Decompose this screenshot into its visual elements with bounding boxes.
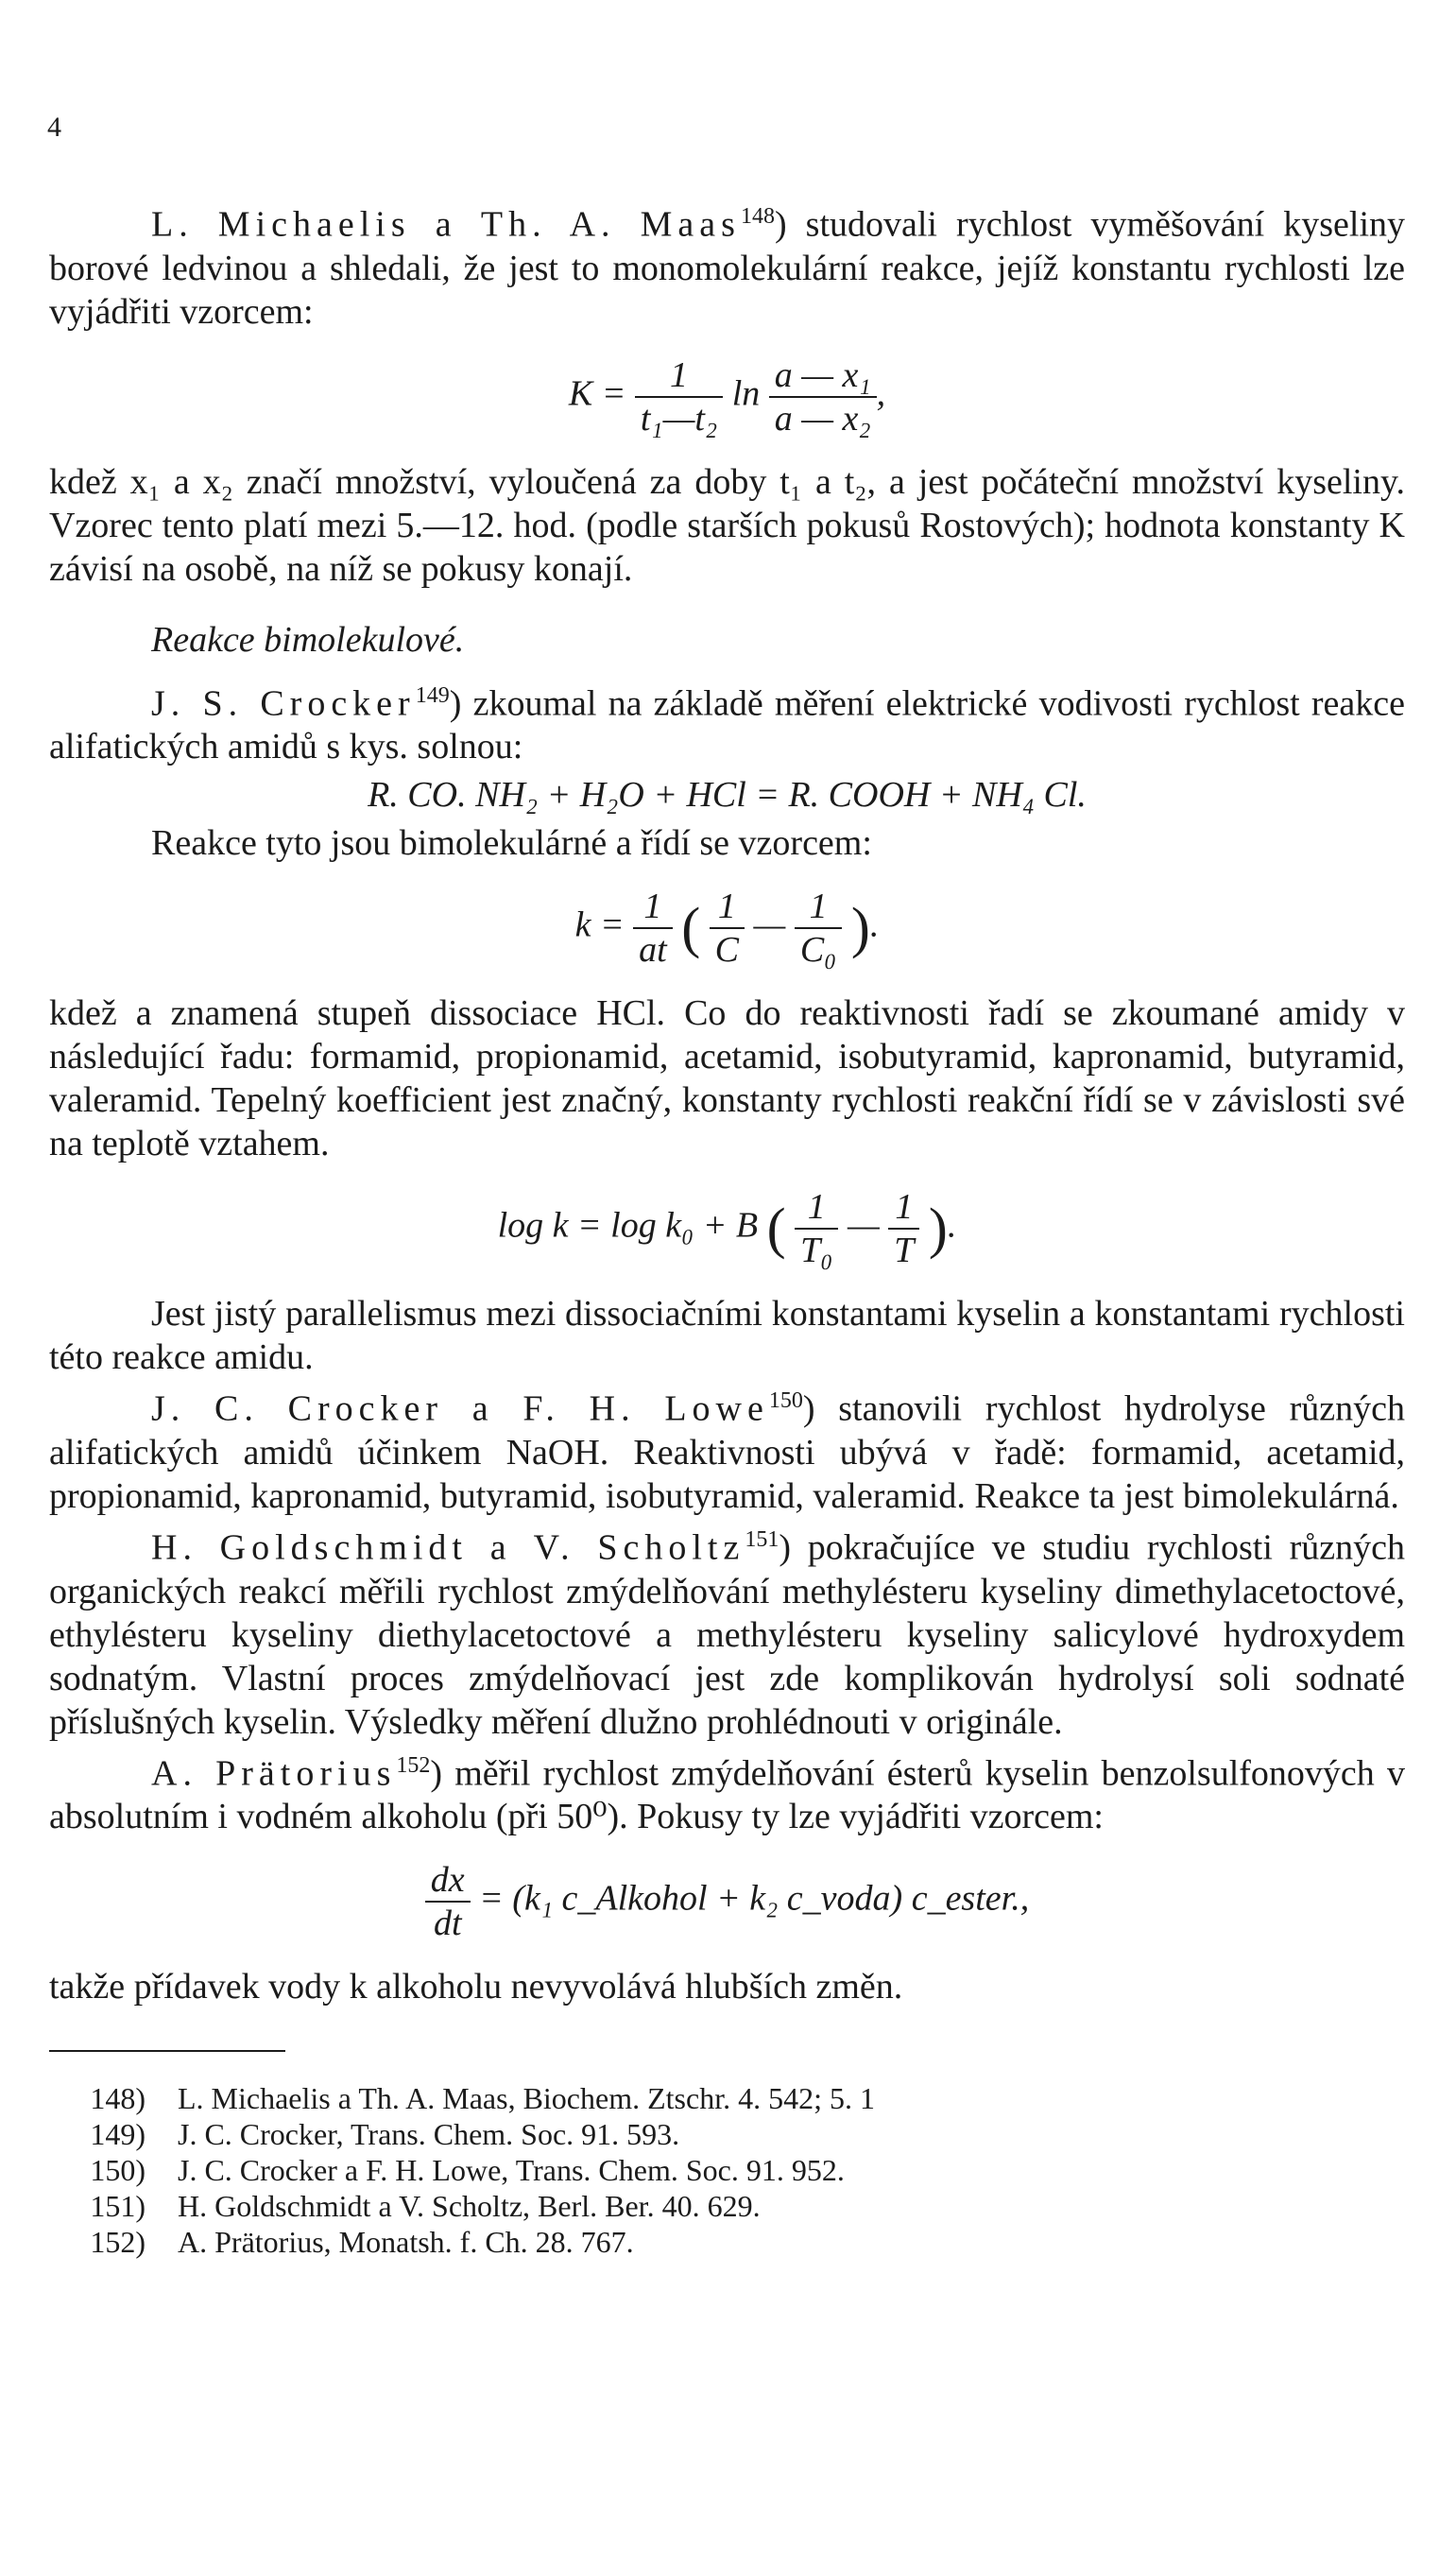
fraction-denominator: at [639,930,667,971]
footnote-divider [49,2050,285,2052]
formula-lhs: log k = log k₀ + B [497,1206,759,1247]
footnote [49,2188,1405,2224]
fraction [635,354,723,439]
footnote-mark: 148) [90,2081,146,2116]
paragraph-conclusion: takže přídavek vody k alkoholu nevyvolává hlubších změn. [49,1967,903,2007]
fraction-numerator: 1 [888,1186,919,1230]
formula-rate [49,1859,1405,1944]
paren-open: ( [766,1197,786,1260]
fraction-denominator: a — x₂ [774,398,871,439]
paragraph-crocker [49,674,1405,769]
formula-rhs: = (k₁ c_Alkohol + k₂ c_voda) c_ester., [479,1879,1030,1919]
formula-tail: , [876,373,886,414]
section-heading-bimolecular: Reakce bimolekulové. [151,619,465,660]
fraction-numerator: a — x₁ [769,354,877,398]
footnote-text: J. C. Crocker a F. H. Lowe, Trans. Chem. Soc. 91. 952. [178,2153,845,2188]
fraction-denominator: T [894,1231,915,1271]
paragraph-pratorius [49,1744,1405,1839]
page-content [49,195,1405,2260]
fraction [633,886,673,971]
footnote-mark: 150) [90,2153,146,2188]
formula-ln: ln [731,373,761,414]
formula-lhs: k = [574,905,625,946]
formula-temperature [49,1186,1405,1271]
fraction [795,1186,838,1271]
paragraph-where-x1-x2: kdež x₁ a x₂ značí množství, vyloučená za doby t₁ a t₂, a jest počáteční množství kyseliny. Vzorec tento platí mezi 5.—12. hod. (podle starších pokusů Rostových); hodnota konstanty K závisí na osobě, na níž se pokusy konají. [49,461,1405,589]
fraction [425,1859,471,1944]
fraction-numerator: 1 [710,886,745,929]
paren-close: ) [928,1197,948,1260]
fraction-denominator: T₀ [800,1231,833,1271]
footnote-ref-148: 148 [740,204,775,229]
paragraph-text: ) stanovili rychlost hydrolyse různých alifatických amidů účinkem NaOH. Reaktivnosti ubývá v řadě: formamid, acetamid, propionamid, kapronamid, butyramid, isobutyramid, valeramid. Reakce ta jest bimolekulárná. [49,1388,1405,1516]
footnote-text: L. Michaelis a Th. A. Maas, Biochem. Ztschr. 4. 542; 5. 1 [178,2081,875,2116]
formula-bimolecular [49,886,1405,971]
footnote-mark: 151) [90,2189,146,2224]
formula-tail: . [869,905,880,946]
footnote-ref-151: 151 [745,1526,779,1552]
footnote [49,2224,1405,2260]
fraction [795,886,843,971]
formula-monomolecular [49,354,1405,439]
footnote [49,2080,1405,2116]
fraction-denominator: C₀ [799,930,837,971]
paren-open: ( [681,896,701,959]
paragraph-goldschmidt [49,1518,1405,1744]
footnote-text: H. Goldschmidt a V. Scholtz, Berl. Ber. 40. 629. [178,2189,761,2224]
author-goldschmidt-scholtz: H. Goldschmidt a V. Scholtz [151,1527,745,1568]
footnote-ref-152: 152 [396,1752,431,1778]
paragraph-bimolecular-formula-intro: Reakce tyto jsou bimolekulárné a řídí se vzorcem: [151,823,872,864]
paragraph-crocker-lowe [49,1379,1405,1518]
fraction-denominator: t₁—t₂ [640,398,718,439]
formula-minus: — [753,905,786,946]
reaction-equation: R. CO. NH₂ + H₂O + HCl = R. COOH + NH₄ Cl. [368,775,1087,816]
footnote-text: A. Prätorius, Monatsh. f. Ch. 28. 767. [178,2225,634,2260]
paragraph-text: ) pokračujíce ve studiu rychlosti různých organických reakcí měřili rychlost zmýdelňování methylésteru kyseliny dimethylacetoctové, ethylésteru kyseliny diethylacetoctové a methylésteru kyseliny salicylové hydroxydem sodnatým. Vlastní proces zmýdelňovací jest zde komplikován hydrolysí soli sodnaté příslušných kyselin. Výsledky měření dlužno prohlédnouti v originále. [49,1527,1405,1742]
fraction [710,886,745,971]
fraction [888,1186,919,1271]
fraction-numerator: 1 [795,886,843,929]
fraction-denominator: dt [433,1904,462,1944]
footnote-text: J. C. Crocker, Trans. Chem. Soc. 91. 593. [178,2117,680,2152]
page-number: 4 [47,112,61,143]
footnote [49,2152,1405,2188]
footnote [49,2116,1405,2152]
paragraph-dissociation: kdež a znamená stupeň dissociace HCl. Co do reaktivnosti řadí se zkoumané amidy v následující řadu: formamid, propionamid, acetamid, isobutyramid, kapronamid, butyramid, valeramid. Tepelný koefficient jest značný, konstanty rychlosti reakční řídí se v závislosti své na teplotě vztahem. [49,993,1405,1164]
paragraph-parallelism: Jest jistý parallelismus mezi dissociačními konstantami kyselin a konstantami rychlosti této reakce amidu. [49,1294,1405,1378]
formula-minus: — [847,1206,880,1247]
fraction-numerator: 1 [795,1186,838,1230]
footnote-ref-149: 149 [415,682,450,708]
footnote-mark: 152) [90,2225,146,2260]
fraction-denominator: C [714,930,740,971]
paragraph-text: ) měřil rychlost zmýdelňování ésterů kyselin benzolsulfonových v absolutním i vodném alkoholu (při 50⁰). Pokusy ty lze vyjádřiti vzorcem: [49,1753,1405,1837]
formula-tail: . [947,1206,957,1247]
paragraph-text: ) studovali rychlost vyměšování kyseliny borové ledvinou a shledali, že jest to monomolekulární reakce, jejíž konstantu rychlosti lze vyjádřiti vzorcem: [49,204,1406,332]
paren-close: ) [850,896,870,959]
author-crocker-lowe: J. C. Crocker a F. H. Lowe [151,1388,769,1429]
fraction-numerator: 1 [633,886,673,929]
footnote-ref-150: 150 [768,1388,803,1414]
formula-lhs: K = [568,373,626,414]
fraction [769,354,877,439]
author-michaelis-maas: L. Michaelis a Th. A. Maas [151,204,741,245]
footnote-mark: 149) [90,2117,146,2152]
author-crocker: J. S. Crocker [151,683,416,724]
fraction-numerator: dx [425,1859,471,1903]
author-pratorius: A. Prätorius [151,1753,397,1794]
fraction-numerator: 1 [635,354,723,398]
paragraph-michaelis [49,195,1405,334]
paragraph-text: ) zkoumal na základě měření elektrické vodivosti rychlost reakce alifatických amidů s kys. solnou: [49,683,1405,767]
